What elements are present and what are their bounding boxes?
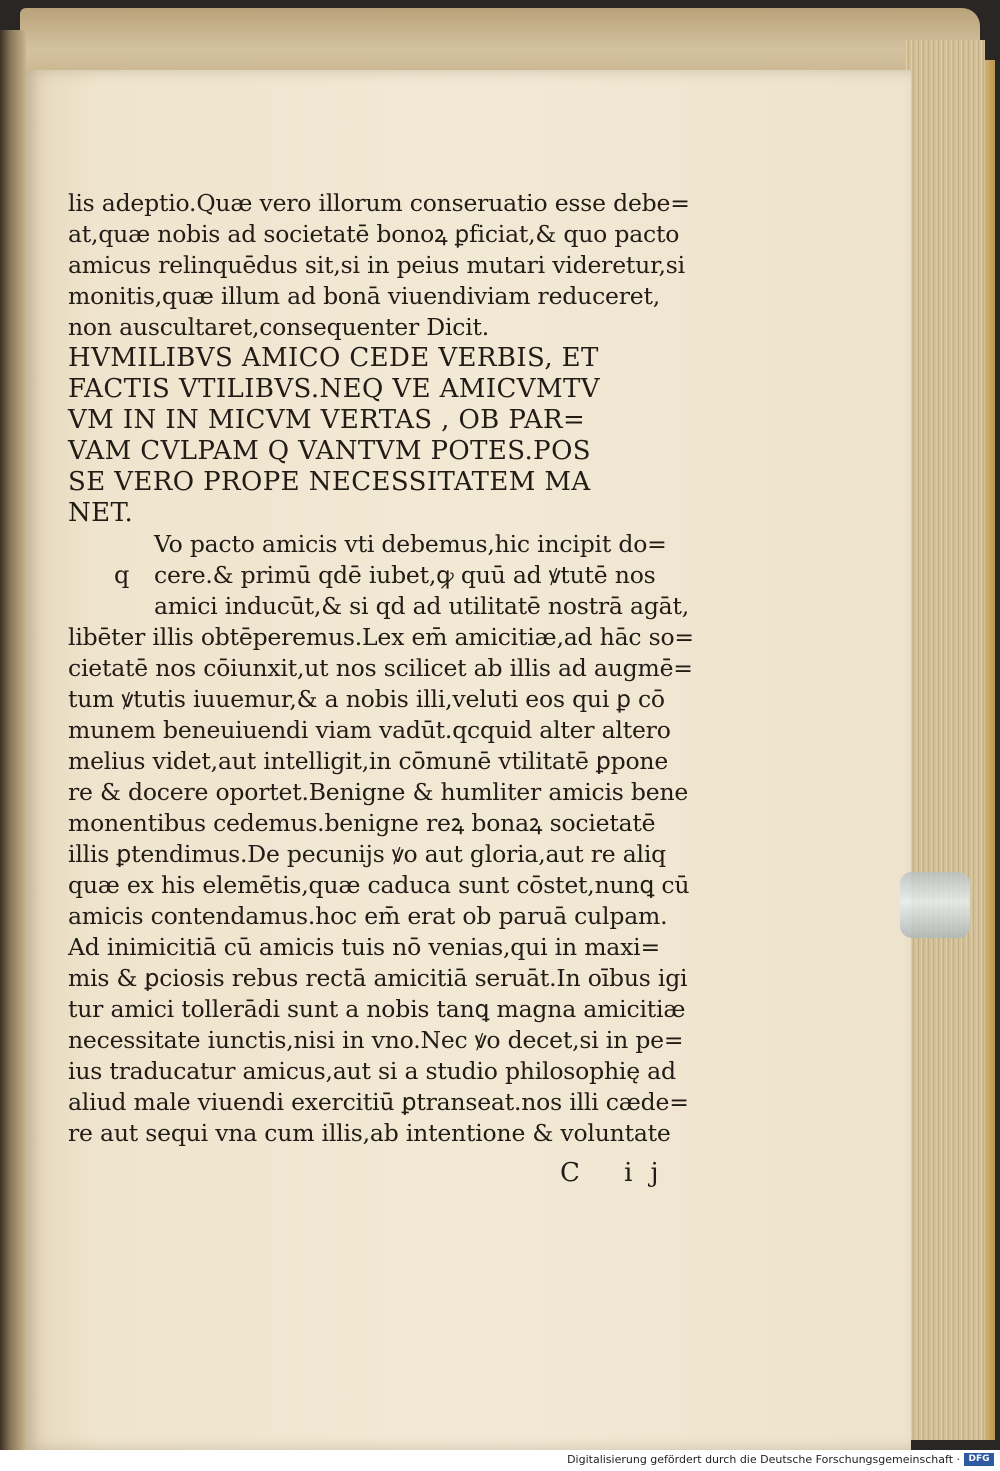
paragraph-intro (68, 188, 688, 343)
text-line: tum ꝟtutis iuuemur,& a nobis illi,veluti eos qui ꝑ cō (68, 685, 665, 713)
text-line: monentibus cedemus.benigne reꝝ bonaꝝ societatē (68, 809, 656, 837)
dropcap-lines (68, 529, 688, 622)
dfg-logo: DFG (964, 1453, 994, 1466)
text-line: lis adeptio.Quæ vero illorum conseruatio esse debe= (68, 189, 690, 217)
text-line: cietatē nos cōiunxit,ut nos scilicet ab illis ad augmē= (68, 654, 693, 682)
text-line: melius videt,aut intelligit,in cōmunē vtilitatē ꝑpone (68, 747, 669, 775)
paragraph-main (68, 622, 694, 1149)
page-clip (900, 872, 970, 938)
text-line: mis & ꝑciosis rebus rectā amicitiā seruāt.In oībus igi (68, 964, 688, 992)
text-line: illis ꝑtendimus.De pecunijs ꝟo aut gloria,aut re aliq (68, 840, 667, 868)
book-left-edge (0, 30, 26, 1450)
dropcap-letter: q (114, 561, 130, 589)
footer-credit: Digitalisierung gefördert durch die Deutsche Forschungsgemeinschaft · (567, 1453, 960, 1466)
text-line: VAM CVLPAM Q VANTVM POTES.POS (68, 436, 592, 466)
footer-bar (0, 1450, 1000, 1471)
text-line: VM IN IN MICVM VERTAS , OB PAR= (68, 405, 586, 435)
text-line: Vo pacto amicis vti debemus,hic incipit do= (154, 530, 667, 558)
text-line: re & docere oportet.Benigne & humliter amicis bene (68, 778, 689, 806)
book-page (26, 70, 911, 1450)
text-line: SE VERO PROPE NECESSITATEM MA (68, 467, 591, 497)
capitals-heading (68, 343, 688, 529)
text-line: necessitate iunctis,nisi in vno.Nec ꝟo decet,si in pe= (68, 1026, 684, 1054)
text-line: non auscultaret,consequenter Dicit. (68, 313, 490, 341)
text-line: Ad inimicitiā cū amicis tuis nō venias,qui in maxi= (68, 933, 660, 961)
signature-mark: C ij (560, 1158, 677, 1188)
book-top-edge (20, 8, 980, 78)
text-line: tur amici tollerādi sunt a nobis tanꝗ magna amicitiæ (68, 995, 686, 1023)
text-line: munem beneuiuendi viam vadūt.qcquid alter altero (68, 716, 671, 744)
text-line: monitis,quæ illum ad bonā viuendiviam reduceret, (68, 282, 661, 310)
text-line: aliud male viuendi exercitiū ꝑtranseat.nos illi cæde= (68, 1088, 689, 1116)
text-line: amici inducūt,& si qd ad utilitatē nostrā agāt, (154, 592, 689, 620)
text-line: amicis contendamus.hoc em̄ erat ob paruā culpam. (68, 902, 668, 930)
text-line: NET. (68, 498, 134, 528)
page-stack (905, 40, 985, 1440)
text-line: HVMILIBVS AMICO CEDE VERBIS, ET (68, 343, 599, 373)
dropcap-paragraph (68, 529, 688, 622)
text-line: ius traducatur amicus,aut si a studio philosophię ad (68, 1057, 676, 1085)
text-line: cere.& primū qdē iubet,ꝙ quū ad ꝟtutē nos (154, 561, 656, 589)
text-line: amicus relinquēdus sit,si in peius mutari videretur,si (68, 251, 685, 279)
text-line: FACTIS VTILIBVS.NEQ VE AMICVMTV (68, 374, 600, 404)
page-text (68, 188, 694, 1149)
text-line: at,quæ nobis ad societatē bonoꝝ ꝑficiat,& quo pacto (68, 220, 680, 248)
text-line: re aut sequi vna cum illis,ab intentione & voluntate (68, 1119, 671, 1147)
text-line: quæ ex his elemētis,quæ caduca sunt cōstet,nunꝗ cū (68, 871, 690, 899)
text-line: libēter illis obtēperemus.Lex em̄ amicitiæ,ad hāc so= (68, 623, 694, 651)
